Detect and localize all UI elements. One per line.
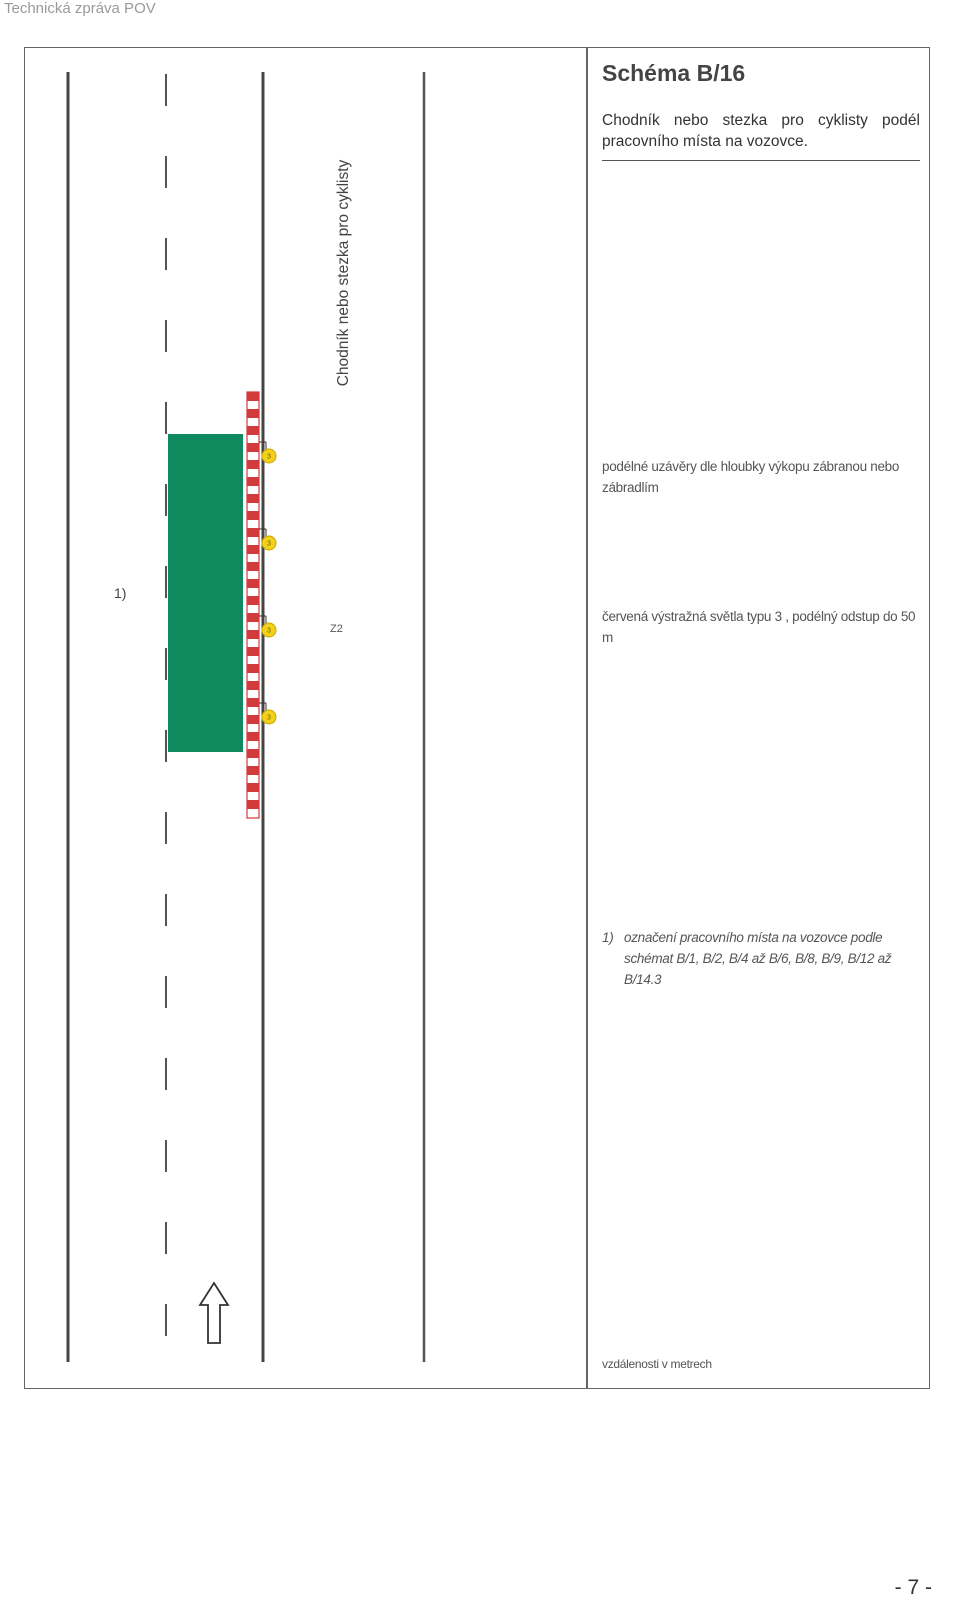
z2-label: Z2 [330, 623, 343, 635]
barrier-stripe [247, 392, 259, 401]
barrier-stripe [247, 579, 259, 588]
note-marking-text: označení pracovního místa na vozovce podle schémat B/1, B/2, B/4 až B/6, B/8, B/9, B/12 až B/14.3 [624, 930, 892, 987]
note-distance-units: vzdálenosti v metrech [602, 1357, 712, 1371]
warning-light-label: 3 [267, 714, 271, 722]
direction-arrow-icon [200, 1283, 228, 1343]
page-number: - 7 - [894, 1576, 932, 1599]
barrier-stripe [247, 613, 259, 622]
path-label: Chodník nebo stezka pro cyklisty [335, 159, 352, 387]
barrier-stripe [247, 800, 259, 809]
barrier-stripe [247, 732, 259, 741]
barrier-stripe [247, 749, 259, 758]
roadway-marker-label: 1) [114, 585, 127, 601]
barrier-stripe [247, 647, 259, 656]
barrier-stripe [247, 664, 259, 673]
barrier-stripe [247, 698, 259, 707]
barrier-stripe [247, 681, 259, 690]
note-longitudinal-closures: podélné uzávěry dle hloubky výkopu zábranou nebo zábradlím [602, 459, 900, 495]
barrier-stripe [247, 443, 259, 452]
barrier-stripe [247, 426, 259, 435]
barrier-stripe [247, 596, 259, 605]
barrier-stripe [247, 511, 259, 520]
work-zone-area [168, 434, 243, 752]
barrier-stripe [247, 715, 259, 724]
note-warning-lights: červená výstražná světla typu 3 , podélný odstup do 50 m [602, 609, 916, 645]
warning-light-label: 3 [267, 453, 271, 461]
barrier-stripe [247, 630, 259, 639]
barrier-stripe [247, 528, 259, 537]
barrier-stripe [247, 460, 259, 469]
warning-light-label: 3 [267, 627, 271, 635]
barrier-stripe [247, 783, 259, 792]
barrier-stripe [247, 409, 259, 418]
longitudinal-barrier [247, 392, 259, 818]
barrier-stripe [247, 562, 259, 571]
scheme-subtitle: Chodník nebo stezka pro cyklisty podél pracovního místa na vozovce. [602, 110, 920, 161]
warning-light-label: 3 [267, 540, 271, 548]
document-header: Technická zpráva POV [4, 0, 156, 17]
note-roadway-marking [602, 927, 920, 990]
barrier-stripe [247, 477, 259, 486]
barrier-stripe [247, 545, 259, 554]
barrier-stripe [247, 766, 259, 775]
scheme-title: Schéma B/16 [602, 60, 746, 86]
barrier-stripe [247, 494, 259, 503]
note-marking-number: 1) [602, 930, 614, 945]
